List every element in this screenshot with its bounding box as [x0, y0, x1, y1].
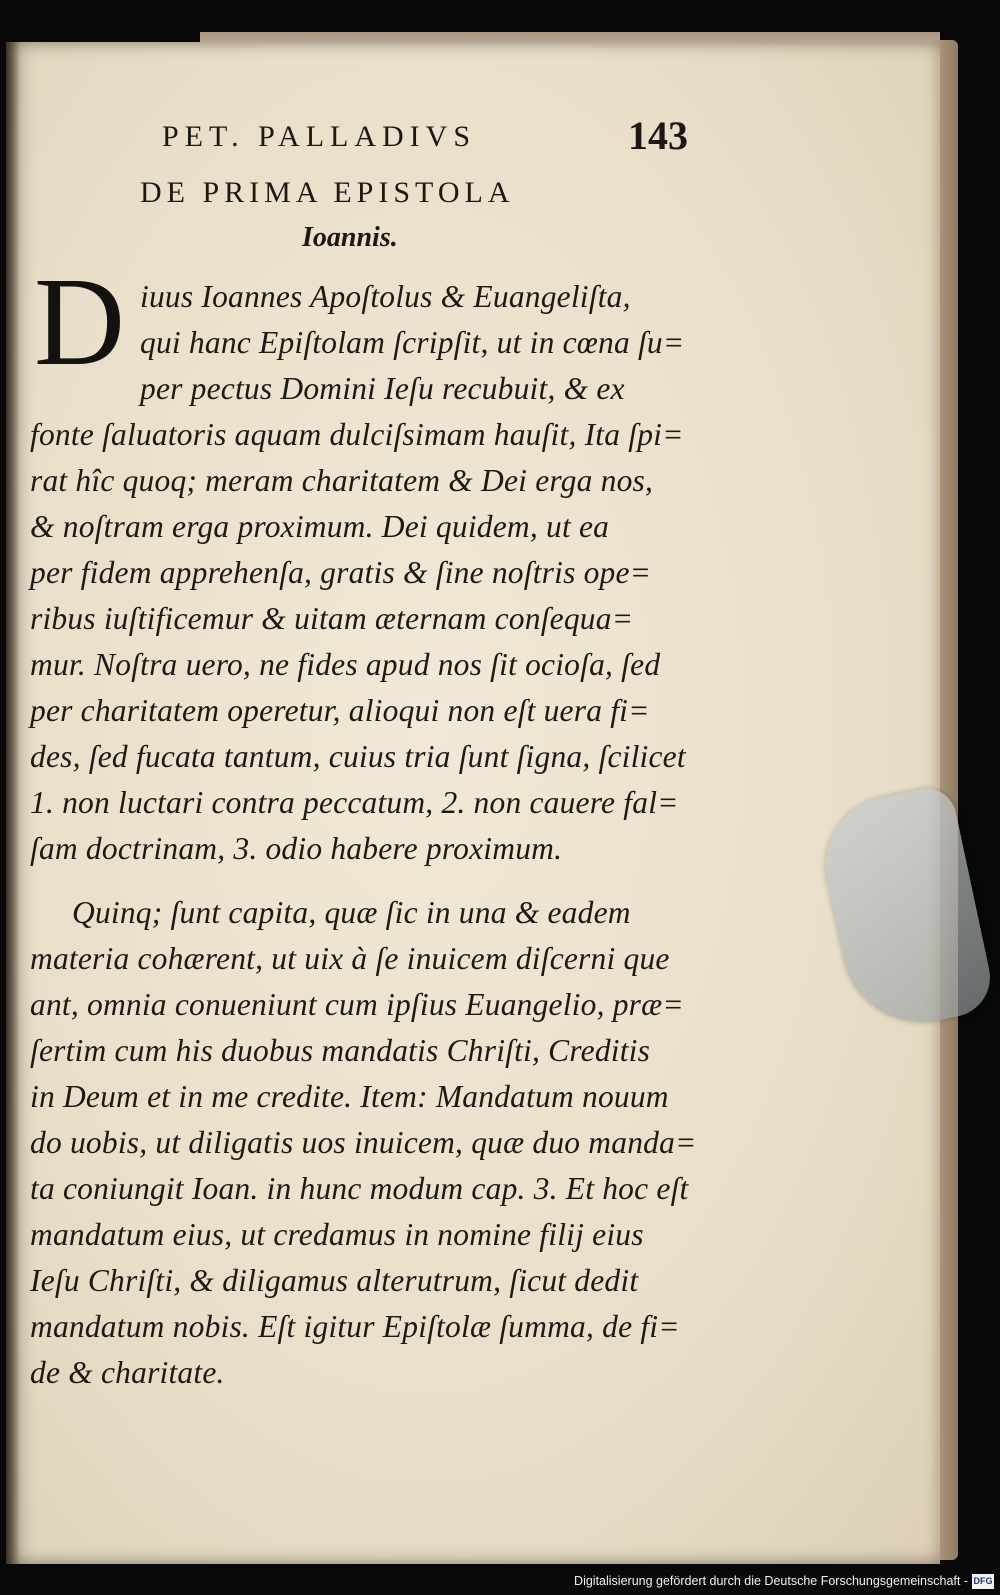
text-line: per pectus Domini Ieſu recubuit, & ex: [140, 371, 625, 406]
chapter-subtitle: Ioannis.: [302, 222, 398, 253]
text-line: 1. non luctari contra peccatum, 2. non cauere fal=: [30, 785, 679, 820]
text-line: ſertim cum his duobus mandatis Chriſti, Creditis: [30, 1033, 651, 1068]
funding-credit: Digitalisierung gefördert durch die Deutsche Forschungsgemeinschaft -: [574, 1574, 968, 1588]
page-gutter-shadow: [6, 42, 20, 1564]
text-line: per charitatem operetur, alioqui non eſt uera fi=: [30, 693, 650, 728]
chapter-title: DE PRIMA EPISTOLA: [140, 176, 515, 209]
page-number: 143: [628, 113, 688, 158]
text-line: ribus iuſtificemur & uitam æternam conſequa=: [30, 601, 634, 636]
dfg-logo-icon: DFG: [972, 1574, 994, 1589]
text-line: per fidem apprehenſa, gratis & ſine noſtris ope=: [30, 555, 652, 590]
text-line: Ieſu Chriſti, & diligamus alterutrum, ſicut dedit: [30, 1263, 639, 1298]
text-line: mur. Noſtra uero, ne fides apud nos ſit ocioſa, ſed: [30, 647, 661, 682]
text-line: iuus Ioannes Apoſtolus & Euangeliſta,: [140, 279, 631, 314]
drop-initial: D: [34, 253, 125, 392]
text-line: fonte ſaluatoris aquam dulciſsimam hauſit, Ita ſpi=: [30, 417, 684, 452]
text-line: ta coniungit Ioan. in hunc modum cap. 3. Et hoc eſt: [30, 1171, 689, 1206]
text-line: rat hîc quoq; meram charitatem & Dei erga nos,: [30, 463, 654, 498]
text-line: qui hanc Epiſtolam ſcripſit, ut in cœna ſu=: [140, 325, 685, 360]
text-line: des, ſed fucata tantum, cuius tria ſunt ſigna, ſcilicet: [30, 739, 686, 774]
text-line: in Deum et in me credite. Item: Mandatum nouum: [30, 1079, 669, 1114]
text-line: materia cohærent, ut uix à ſe inuicem diſcerni que: [30, 941, 670, 976]
text-line: & noſtram erga proximum. Dei quidem, ut ea: [30, 509, 610, 544]
text-line: ant, omnia conueniunt cum ipſius Euangelio, præ=: [30, 987, 684, 1022]
text-line: mandatum nobis. Eſt igitur Epiſtolæ ſumma, de fi=: [30, 1309, 680, 1344]
text-line: mandatum eius, ut credamus in nomine filij eius: [30, 1217, 644, 1252]
text-line: Quinq; ſunt capita, quæ ſic in una & eadem: [72, 895, 631, 930]
text-line: do uobis, ut diligatis uos inuicem, quæ duo manda=: [30, 1125, 697, 1160]
text-line: de & charitate.: [30, 1355, 225, 1390]
text-line: ſam doctrinam, 3. odio habere proximum.: [30, 831, 563, 866]
running-head: PET. PALLADIVS: [162, 120, 477, 153]
